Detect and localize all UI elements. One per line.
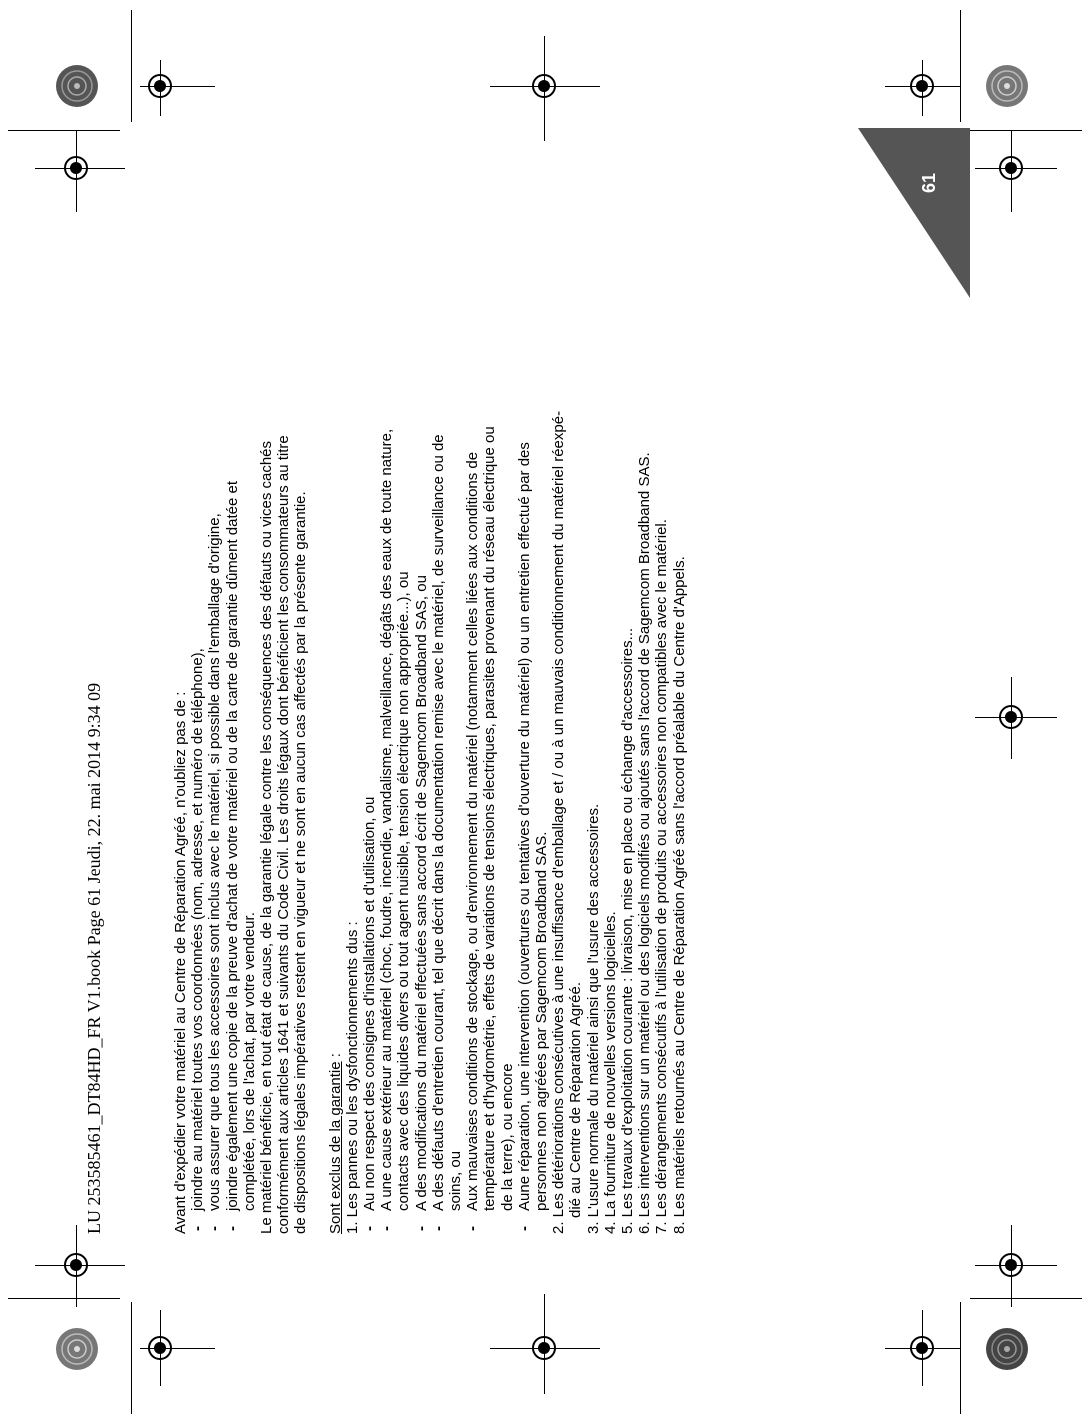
exclusion-item: 3. L'usure normale du matériel ainsi que l'usure des accessoires. <box>584 803 602 1234</box>
file-info-header: LU 253585461_DT84HD_FR V1.book Page 61 Jeudi, 22. mai 2014 9:34 09 <box>84 682 104 1234</box>
exclusion-sub-item: - A des défauts d'entretien courant, tel que décrit dans la documentation remise avec le matériel, de surveillance ou de <box>430 184 447 1234</box>
exclusion-sub-item-continuation: contacts avec des liquides divers ou tout agent nuisible, tension électrique non appropriée...), ou <box>395 571 413 1211</box>
exclusion-sub-item-continuation: personnes non agréées par Sagemcom Broadband SAS. <box>533 831 551 1211</box>
exclusions-heading-suffix: : <box>326 1053 344 1062</box>
legal-paragraph-line: conformément aux articles 1641 et suivants du Code Civil. Les droits légaux dont bénéficient les consommateurs au titre <box>275 435 293 1234</box>
list-item: - vous assurer que tous les accessoires sont inclus avec le matériel, si possible dans l'emballage d'origine, <box>206 184 223 1234</box>
list-item: - joindre également une copie de la preuve d'achat de votre matériel ou de la carte de garantie dûment datée et <box>224 184 241 1234</box>
page-number: 61 <box>919 172 939 194</box>
exclusion-sub-item: - A une cause extérieur au matériel (choc, foudre, incendie, vandalisme, malveillance, dégâts des eaux de toute nature, <box>378 184 395 1234</box>
exclusion-item: 5. Les travaux d'exploitation courante : livraison, mise en place ou échange d'accessoires... <box>619 627 637 1234</box>
list-item: - joindre au matériel toutes vos coordonnées (nom, adresse, et numéro de téléphone), <box>189 184 206 1234</box>
exclusion-item: 1. Les pannes ou les dysfonctionnements dus : <box>343 921 361 1234</box>
exclusion-sub-item-continuation: de la terre), ou encore <box>498 1063 516 1211</box>
exclusion-item: 2. Les détériorations consécutives à une insuffisance d'emballage et / ou à un mauvais conditionnement du matériel réexpé- <box>550 410 568 1234</box>
exclusions-heading-text: Sont exclus de la garantie <box>326 1061 344 1234</box>
exclusion-sub-item: - Aune réparation, une intervention (ouvertures ou tentatives d'ouverture du matériel) ou un entretien effectué par des <box>516 184 533 1234</box>
exclusion-sub-item: - Au non respect des consignes d'installations et d'utilisation, ou <box>361 184 378 1234</box>
exclusion-sub-item-continuation: soins, ou <box>447 1150 465 1211</box>
exclusion-item-continuation: dié au Centre de Réparation Agréé. <box>567 982 585 1218</box>
warranty-text <box>172 184 688 1234</box>
legal-paragraph-line: de dispositions légales impératives restent en vigueur et ne sont en aucun cas affectés par la présente garantie. <box>292 491 310 1234</box>
exclusion-sub-item: - Aux mauvaises conditions de stockage, ou d'environnement du matériel (notamment celles liées aux conditions de <box>464 184 481 1234</box>
shipping-intro: Avant d'expédier votre matériel au Centre de Réparation Agréé, n'oubliez pas de : <box>172 691 189 1234</box>
exclusion-item: 4. La fourniture de nouvelles versions logicielles. <box>601 911 619 1234</box>
exclusion-sub-item-continuation: température et d'hydrométrie, effets de variations de tensions électriques, parasites provenant du réseau électrique ou <box>481 426 499 1211</box>
legal-paragraph-line: Le matériel bénéficie, en tout état de cause, de la garantie légale contre les conséquences des défauts ou vices cachés <box>258 440 276 1234</box>
exclusions-heading <box>327 184 344 1234</box>
exclusion-item: 7. Les dérangements consécutifs à l'utilisation de produits ou accessoires non compatibles avec le matériel. <box>653 519 671 1234</box>
exclusion-item: 8. Les matériels retournés au Centre de Réparation Agréé sans l'accord préalable du Centre d'Appels. <box>670 556 688 1234</box>
exclusion-sub-item: - A des modifications du matériel effectuées sans accord écrit de Sagemcom Broadband SAS, ou <box>413 184 430 1234</box>
exclusion-item: 6. Les interventions sur un matériel ou des logiciels modifiés ou ajoutés sans l'accord de Sagemcom Broadband SAS. <box>636 452 654 1234</box>
list-item-continuation: complétée, lors de l'achat, par votre vendeur. <box>240 912 258 1211</box>
